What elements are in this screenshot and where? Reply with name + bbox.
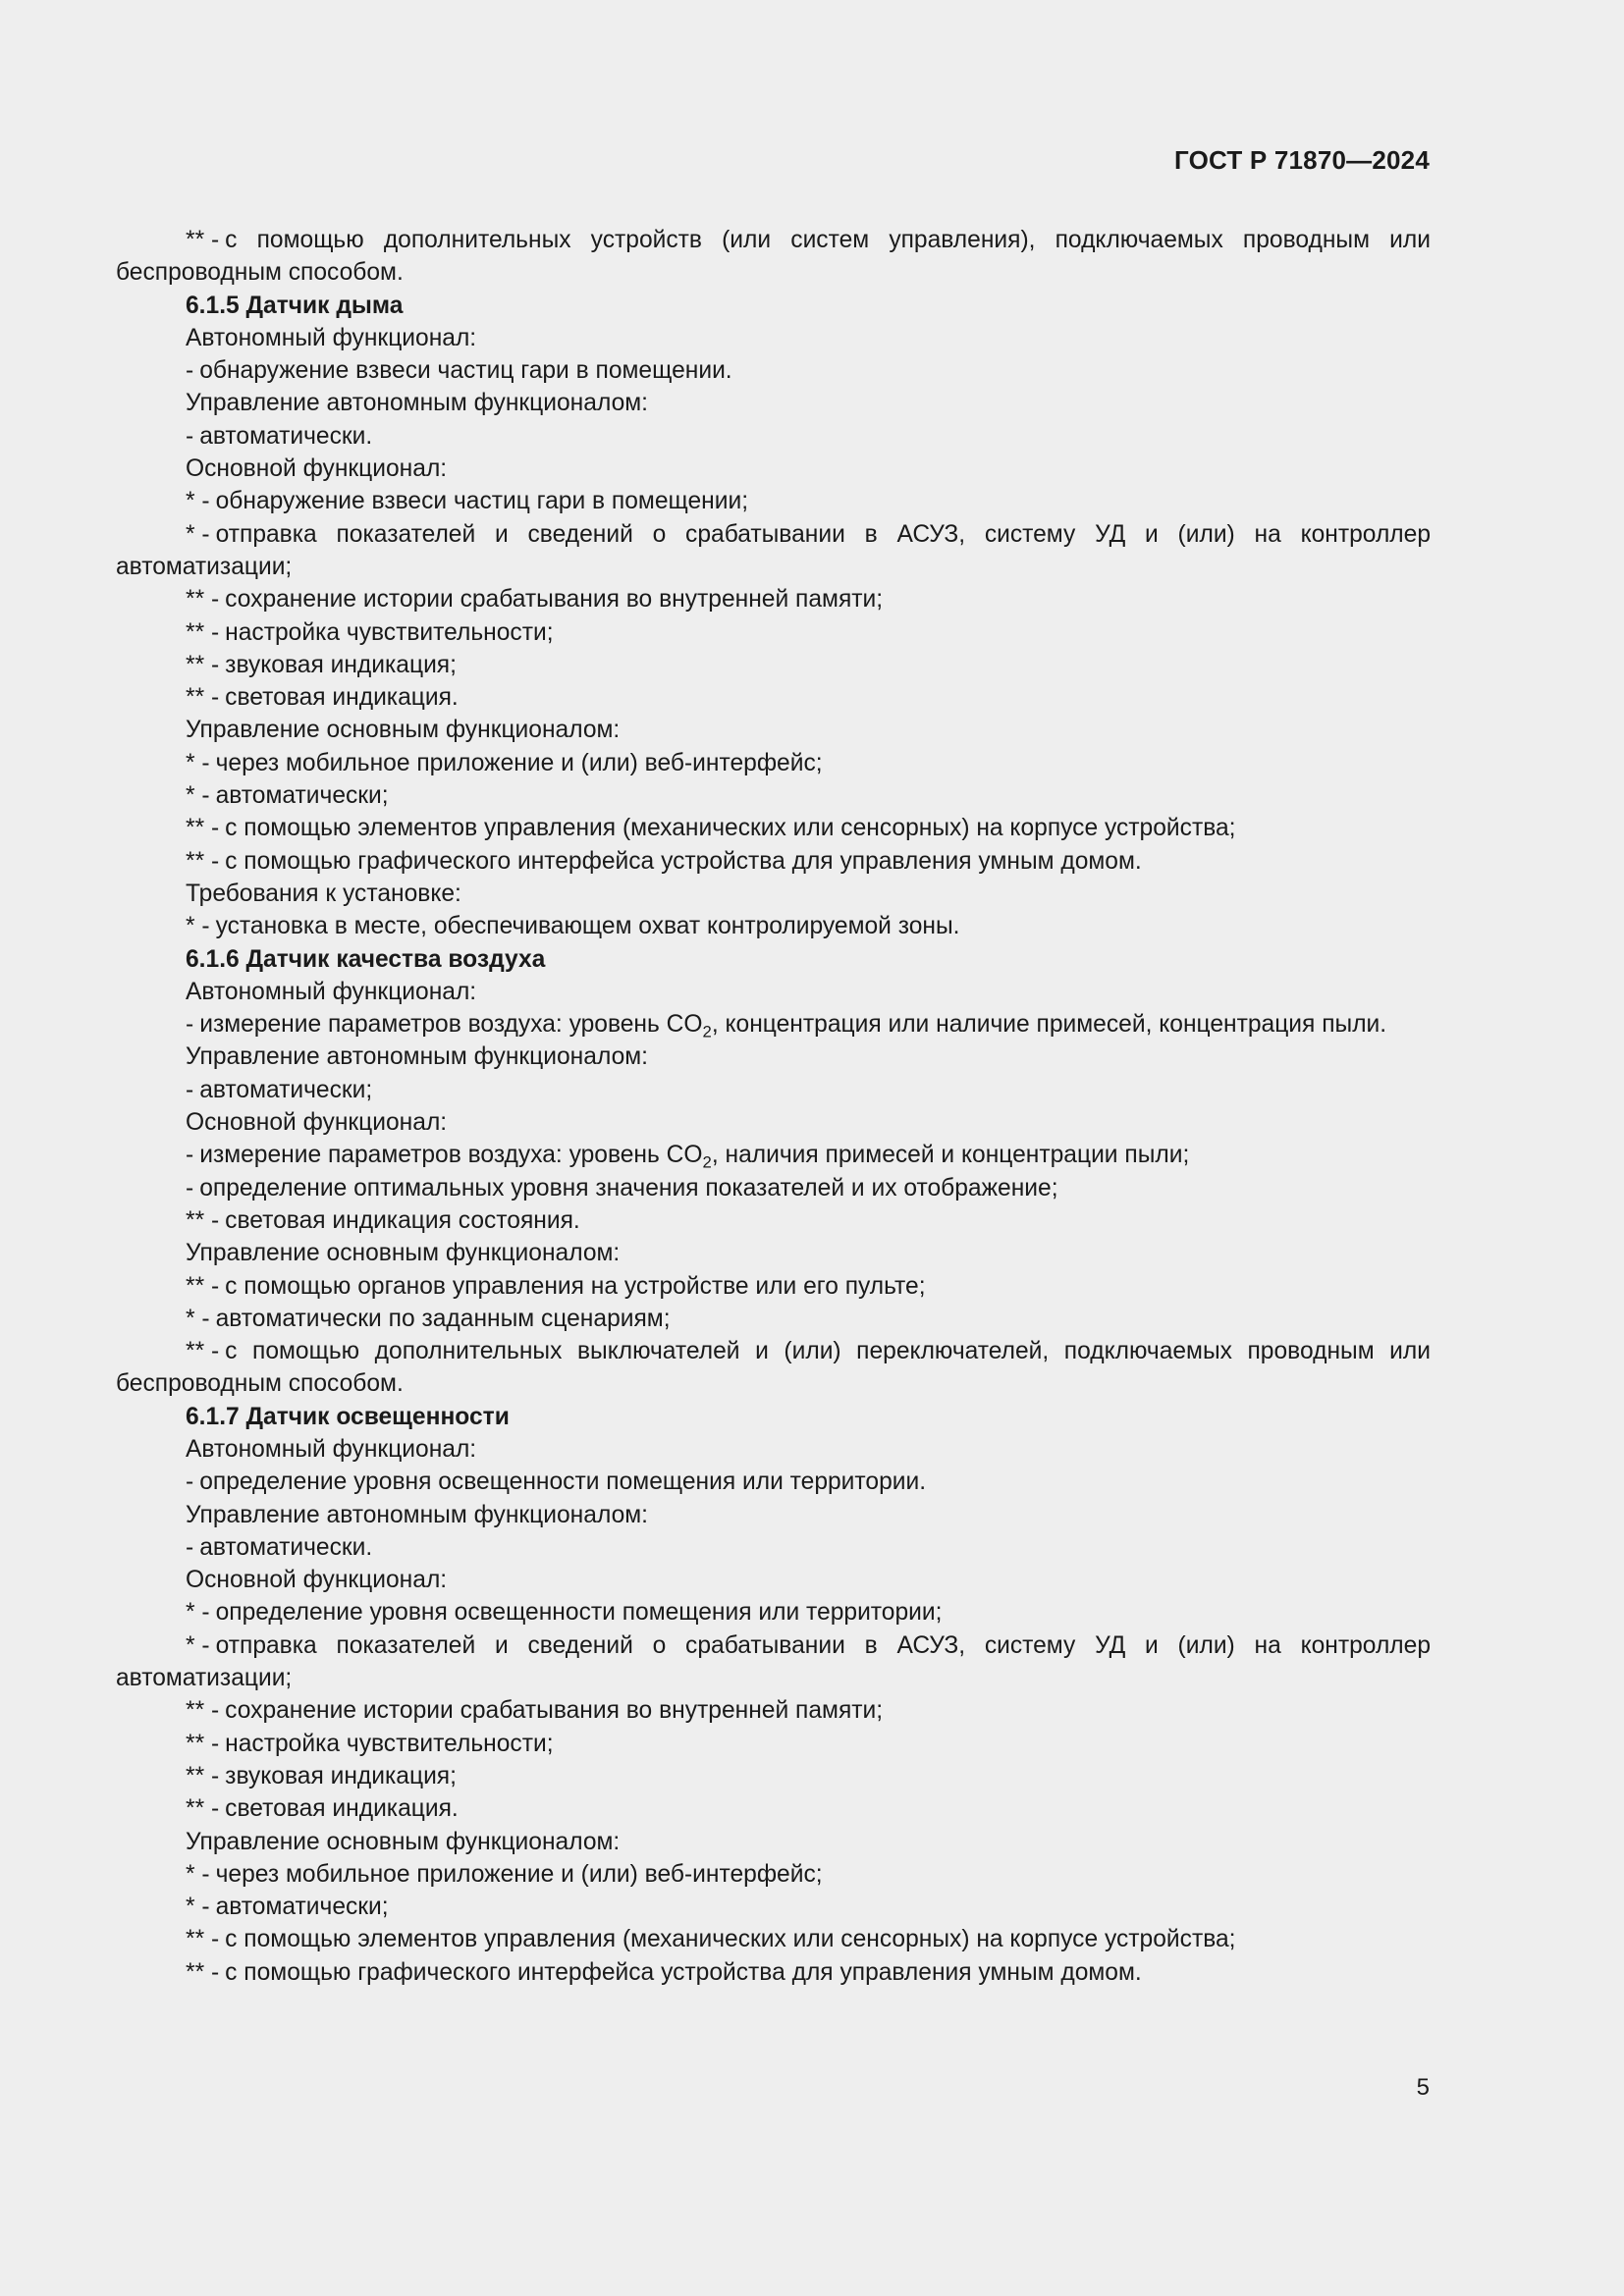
list-marker: -	[186, 1142, 194, 1169]
paragraph	[116, 812, 1431, 844]
paragraph-text: сохранение истории срабатывания во внутренней памяти;	[225, 586, 884, 614]
paragraph	[116, 1270, 1431, 1303]
paragraph-text: Управление основным функционалом:	[186, 717, 621, 744]
paragraph	[116, 224, 1431, 290]
list-marker: ** -	[186, 1697, 220, 1725]
paragraph	[116, 1694, 1431, 1727]
paragraph-text: отправка показателей и сведений о срабатывании в АСУЗ, систему УД и (или) на контроллер автоматизации;	[116, 520, 1431, 580]
list-marker: -	[186, 1076, 194, 1103]
paragraph	[116, 1923, 1431, 1955]
paragraph-text: Требования к установке:	[186, 880, 461, 907]
list-marker: * -	[186, 1599, 210, 1627]
list-marker: ** -	[186, 586, 220, 614]
paragraph	[116, 681, 1431, 714]
list-marker: * -	[186, 1894, 210, 1921]
section-heading	[116, 1401, 1431, 1433]
paragraph-text: настройка чувствительности;	[225, 1730, 554, 1757]
paragraph-text: Основной функционал:	[186, 455, 448, 483]
paragraph-text: Автономный функционал:	[186, 324, 477, 351]
paragraph	[116, 1466, 1431, 1498]
paragraph-text: Автономный функционал:	[186, 1435, 477, 1463]
document-body	[116, 224, 1431, 1989]
paragraph	[116, 1433, 1431, 1466]
paragraph	[116, 1499, 1431, 1531]
paragraph-text-tail: , концентрация или наличие примесей, концентрация пыли.	[711, 1011, 1387, 1039]
list-marker: * -	[186, 488, 210, 515]
paragraph-text: с помощью органов управления на устройстве или его пульте;	[225, 1272, 926, 1300]
list-marker: ** -	[186, 1206, 220, 1234]
paragraph-text: установка в месте, обеспечивающем охват контролируемой зоны.	[215, 913, 960, 940]
paragraph-text: Основной функционал:	[186, 1109, 448, 1137]
list-marker: -	[186, 1011, 194, 1039]
paragraph	[116, 1792, 1431, 1825]
list-marker: ** -	[186, 618, 220, 646]
paragraph	[116, 616, 1431, 649]
paragraph-text: с помощью элементов управления (механических или сенсорных) на корпусе устройства;	[225, 815, 1236, 842]
paragraph	[116, 518, 1431, 584]
list-marker: ** -	[186, 815, 220, 842]
paragraph-text: через мобильное приложение и (или) веб-интерфейс;	[215, 1860, 823, 1888]
paragraph	[116, 1172, 1431, 1204]
paragraph	[116, 1106, 1431, 1139]
paragraph	[116, 1303, 1431, 1335]
paragraph-text: с помощью элементов управления (механических или сенсорных) на корпусе устройства;	[225, 1926, 1236, 1953]
paragraph	[116, 910, 1431, 942]
section-heading	[116, 943, 1431, 976]
list-marker: ** -	[186, 1762, 220, 1789]
paragraph-text: обнаружение взвеси частиц гари в помещении;	[215, 488, 749, 515]
paragraph	[116, 779, 1431, 812]
paragraph	[116, 1139, 1431, 1171]
list-marker: * -	[186, 1860, 210, 1888]
paragraph	[116, 878, 1431, 910]
subscript: 2	[702, 1152, 712, 1172]
paragraph	[116, 1760, 1431, 1792]
paragraph	[116, 1858, 1431, 1891]
list-marker: * -	[186, 520, 210, 548]
section-heading-text: 6.1.7 Датчик освещенности	[186, 1403, 510, 1430]
paragraph	[116, 1531, 1431, 1564]
paragraph-text-tail: , наличия примесей и концентрации пыли;	[711, 1142, 1190, 1169]
paragraph	[116, 1891, 1431, 1923]
paragraph-text: автоматически;	[199, 1076, 373, 1103]
list-marker: ** -	[186, 651, 220, 678]
paragraph-text: с помощью графического интерфейса устройства для управления умным домом.	[225, 1958, 1142, 1986]
paragraph-text: определение уровня освещенности помещения или территории;	[215, 1599, 943, 1627]
list-marker: * -	[186, 913, 210, 940]
paragraph	[116, 747, 1431, 779]
section-heading-text: 6.1.5 Датчик дыма	[186, 292, 404, 319]
paragraph	[116, 1629, 1431, 1695]
paragraph	[116, 354, 1431, 387]
paragraph-text: Управление основным функционалом:	[186, 1240, 621, 1267]
paragraph-text: Основной функционал:	[186, 1567, 448, 1594]
list-marker: -	[186, 1174, 194, 1201]
paragraph-text: с помощью дополнительных устройств (или систем управления), подключаемых проводным или беспроводным способом.	[116, 227, 1431, 287]
paragraph	[116, 387, 1431, 419]
list-marker: ** -	[186, 1730, 220, 1757]
paragraph	[116, 1008, 1431, 1041]
paragraph	[116, 453, 1431, 485]
paragraph-text: сохранение истории срабатывания во внутренней памяти;	[225, 1697, 884, 1725]
paragraph-text: световая индикация.	[225, 684, 459, 712]
paragraph	[116, 420, 1431, 453]
paragraph-text: отправка показателей и сведений о срабатывании в АСУЗ, систему УД и (или) на контроллер автоматизации;	[116, 1631, 1431, 1692]
paragraph-text: Автономный функционал:	[186, 978, 477, 1005]
paragraph-text: определение уровня освещенности помещения или территории.	[199, 1468, 927, 1496]
paragraph-text: через мобильное приложение и (или) веб-интерфейс;	[215, 749, 823, 776]
paragraph	[116, 1074, 1431, 1106]
paragraph-text: Управление автономным функционалом:	[186, 1043, 648, 1071]
paragraph	[116, 649, 1431, 681]
paragraph-text: с помощью графического интерфейса устройства для управления умным домом.	[225, 847, 1142, 875]
paragraph	[116, 1728, 1431, 1760]
paragraph-text: измерение параметров воздуха: уровень CO	[199, 1142, 703, 1169]
list-marker: * -	[186, 1305, 210, 1332]
list-marker: * -	[186, 1631, 210, 1659]
list-marker: -	[186, 1468, 194, 1496]
list-marker: -	[186, 422, 194, 450]
paragraph	[116, 714, 1431, 746]
document-code-header: ГОСТ Р 71870—2024	[1174, 145, 1430, 175]
paragraph-text: Управление основным функционалом:	[186, 1828, 621, 1855]
list-marker: ** -	[186, 1272, 220, 1300]
list-marker: * -	[186, 782, 210, 810]
list-marker: ** -	[186, 227, 220, 253]
paragraph-text: автоматически.	[199, 1533, 373, 1561]
list-marker: -	[186, 357, 194, 385]
list-marker: ** -	[186, 1795, 220, 1823]
paragraph-text: Управление автономным функционалом:	[186, 390, 648, 417]
paragraph-text: звуковая индикация;	[225, 1762, 457, 1789]
section-heading-text: 6.1.6 Датчик качества воздуха	[186, 945, 546, 973]
subscript: 2	[702, 1022, 712, 1041]
paragraph-text: определение оптимальных уровня значения показателей и их отображение;	[199, 1174, 1058, 1201]
paragraph-text: автоматически по заданным сценариям;	[215, 1305, 671, 1332]
paragraph-text: автоматически;	[215, 1894, 389, 1921]
page-number: 5	[1416, 2074, 1430, 2101]
section-heading	[116, 290, 1431, 322]
list-marker: ** -	[186, 1338, 220, 1365]
paragraph	[116, 1564, 1431, 1596]
paragraph-text: измерение параметров воздуха: уровень CO	[199, 1011, 703, 1039]
list-marker: ** -	[186, 1958, 220, 1986]
paragraph-text: настройка чувствительности;	[225, 618, 554, 646]
paragraph-text: звуковая индикация;	[225, 651, 457, 678]
paragraph	[116, 322, 1431, 354]
paragraph	[116, 976, 1431, 1008]
paragraph-text: Управление автономным функционалом:	[186, 1501, 648, 1528]
paragraph-text: световая индикация.	[225, 1795, 459, 1823]
paragraph-text: световая индикация состояния.	[225, 1206, 580, 1234]
paragraph	[116, 1596, 1431, 1629]
list-marker: ** -	[186, 847, 220, 875]
paragraph	[116, 1335, 1431, 1401]
list-marker: ** -	[186, 684, 220, 712]
list-marker: -	[186, 1533, 194, 1561]
list-marker: * -	[186, 749, 210, 776]
paragraph-text: автоматически.	[199, 422, 373, 450]
paragraph	[116, 1956, 1431, 1989]
paragraph	[116, 583, 1431, 615]
paragraph-text: автоматически;	[215, 782, 389, 810]
paragraph	[116, 1041, 1431, 1073]
paragraph-text: обнаружение взвеси частиц гари в помещении.	[199, 357, 732, 385]
paragraph	[116, 1237, 1431, 1269]
paragraph	[116, 485, 1431, 517]
paragraph	[116, 1204, 1431, 1237]
paragraph	[116, 845, 1431, 878]
paragraph-text: с помощью дополнительных выключателей и (или) переключателей, подключаемых проводным или беспроводным способом.	[116, 1338, 1431, 1398]
paragraph	[116, 1826, 1431, 1858]
list-marker: ** -	[186, 1926, 220, 1953]
